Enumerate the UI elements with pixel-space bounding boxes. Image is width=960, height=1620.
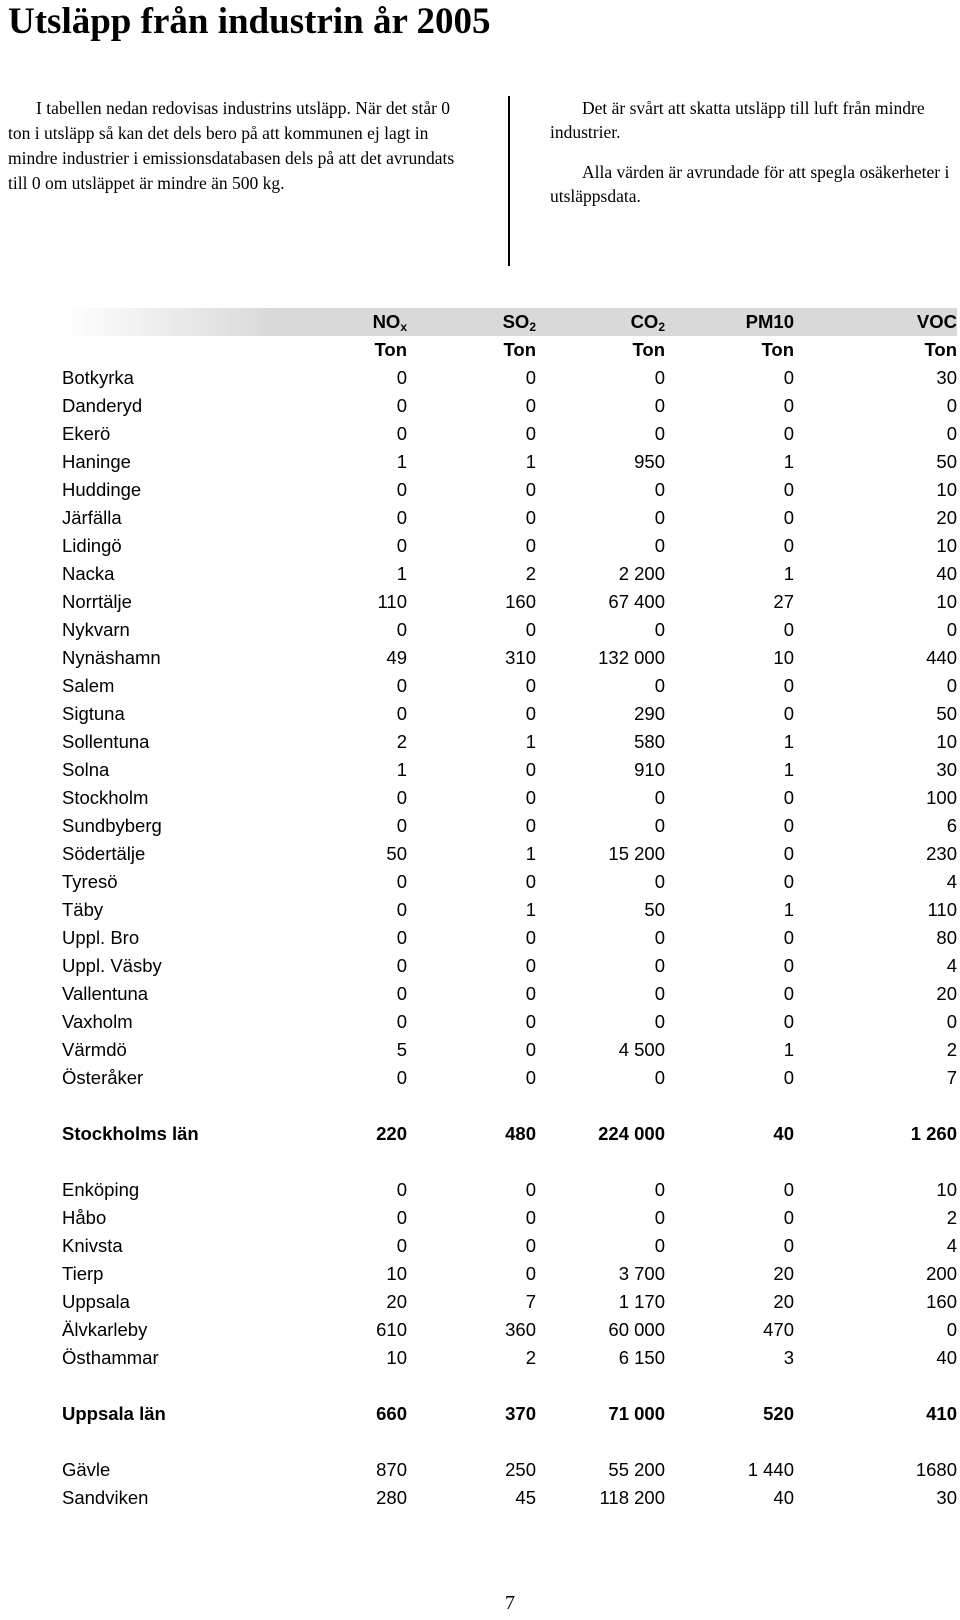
table-row <box>62 392 957 420</box>
emission-value: 0 <box>525 395 536 416</box>
emission-value: 30 <box>936 1487 957 1508</box>
emission-value: 160 <box>505 591 536 612</box>
emission-value: 224 000 <box>598 1123 665 1144</box>
table-row <box>62 1316 957 1344</box>
emission-value: 2 <box>396 731 407 752</box>
emission-value: 10 <box>936 535 957 556</box>
emission-value: 40 <box>936 1347 957 1368</box>
emission-value: 50 <box>936 451 957 472</box>
emission-value: 6 150 <box>618 1347 665 1368</box>
table-row <box>62 980 957 1008</box>
emission-value: 0 <box>525 927 536 948</box>
emission-value: 0 <box>783 1207 794 1228</box>
emission-value: 50 <box>936 703 957 724</box>
spacer-cell <box>62 1092 957 1120</box>
emission-value: 0 <box>654 1235 665 1256</box>
table-header <box>62 308 957 364</box>
spacer-cell <box>62 1428 957 1456</box>
municipality-name: Tyresö <box>62 871 118 892</box>
municipality-name: Nykvarn <box>62 619 130 640</box>
emission-value: 40 <box>773 1123 794 1144</box>
emission-value: 55 200 <box>608 1459 665 1480</box>
emission-value: 0 <box>654 395 665 416</box>
emission-value: 0 <box>396 1011 407 1032</box>
table-row <box>62 532 957 560</box>
emission-value: 50 <box>386 843 407 864</box>
emission-value: 160 <box>926 1291 957 1312</box>
emission-value: 0 <box>946 395 957 416</box>
table-row <box>62 840 957 868</box>
table-row <box>62 1064 957 1092</box>
header-blank <box>62 308 272 336</box>
spacer-row <box>62 1372 957 1400</box>
emission-value: 71 000 <box>608 1403 665 1424</box>
emission-value: 1 <box>525 899 536 920</box>
municipality-name: Värmdö <box>62 1039 127 1060</box>
municipality-name: Älvkarleby <box>62 1319 148 1340</box>
table-row <box>62 728 957 756</box>
emission-value: 20 <box>936 983 957 1004</box>
emission-value: 0 <box>525 1263 536 1284</box>
emission-value: 0 <box>783 619 794 640</box>
emission-value: 950 <box>634 451 665 472</box>
table-row <box>62 1484 957 1512</box>
emission-value: 0 <box>525 1179 536 1200</box>
emission-value: 370 <box>505 1403 536 1424</box>
intro-left-paragraph: I tabellen nedan redovisas industrins utsläpp. När det står 0 ton i utsläpp så kan det dels bero på att kommunen ej lagt in mindre industrier i emissionsdatabasen dels på att det avrundats till 0 om utsläppet är mindre än 500 kg. <box>8 98 455 193</box>
header-pm10: PM10 <box>665 308 794 336</box>
emission-value: 0 <box>525 759 536 780</box>
emission-value: 0 <box>525 1207 536 1228</box>
header-row-units <box>62 336 957 364</box>
municipality-name: Sundbyberg <box>62 815 162 836</box>
emission-value: 0 <box>396 423 407 444</box>
municipality-name: Sandviken <box>62 1487 149 1508</box>
emission-value: 0 <box>654 927 665 948</box>
emission-value: 20 <box>773 1291 794 1312</box>
unit-blank <box>62 336 272 364</box>
emission-value: 10 <box>936 591 957 612</box>
emission-value: 20 <box>386 1291 407 1312</box>
table-row <box>62 448 957 476</box>
emission-value: 45 <box>515 1487 536 1508</box>
emission-value: 0 <box>396 899 407 920</box>
emission-value: 49 <box>386 647 407 668</box>
emission-value: 1 <box>783 1039 794 1060</box>
emission-value: 230 <box>926 843 957 864</box>
emission-value: 0 <box>396 927 407 948</box>
emissions-table <box>62 308 957 1512</box>
table-row <box>62 560 957 588</box>
vertical-divider <box>508 96 510 266</box>
emission-value: 0 <box>396 619 407 640</box>
emission-value: 0 <box>525 367 536 388</box>
emission-value: 410 <box>926 1403 957 1424</box>
emission-value: 3 700 <box>618 1263 665 1284</box>
emission-value: 1 <box>783 451 794 472</box>
emission-value: 0 <box>783 479 794 500</box>
emission-value: 0 <box>525 507 536 528</box>
emission-value: 0 <box>396 535 407 556</box>
table-row <box>62 1008 957 1036</box>
emission-value: 0 <box>654 423 665 444</box>
emission-value: 1 <box>783 731 794 752</box>
municipality-name: Stockholm <box>62 787 149 808</box>
table-row <box>62 784 957 812</box>
total-row-stockholm <box>62 1120 957 1148</box>
header-co2: $CO_2$ <box>536 308 665 336</box>
emission-value: 0 <box>783 1067 794 1088</box>
municipality-name: Haninge <box>62 451 131 472</box>
emission-value: 10 <box>773 647 794 668</box>
emission-value: 5 <box>396 1039 407 1060</box>
table-row <box>62 672 957 700</box>
emission-value: 870 <box>376 1459 407 1480</box>
emission-value: 520 <box>763 1403 794 1424</box>
table-row <box>62 924 957 952</box>
emission-value: 0 <box>783 675 794 696</box>
emission-value: 30 <box>936 759 957 780</box>
spacer-row <box>62 1428 957 1456</box>
emission-value: 0 <box>525 535 536 556</box>
emission-value: 0 <box>946 675 957 696</box>
intro-right-text <box>550 96 960 224</box>
table-row <box>62 812 957 840</box>
emission-value: 0 <box>525 479 536 500</box>
emission-value: 0 <box>525 871 536 892</box>
municipality-name: Nacka <box>62 563 115 584</box>
municipality-name: Uppl. Väsby <box>62 955 162 976</box>
municipality-name: Uppsala län <box>62 1403 166 1424</box>
municipality-name: Nynäshamn <box>62 647 161 668</box>
emission-value: 0 <box>525 983 536 1004</box>
emission-value: 1 260 <box>910 1123 957 1144</box>
table-body <box>62 364 957 1512</box>
emission-value: 0 <box>783 955 794 976</box>
emission-value: 0 <box>396 367 407 388</box>
emission-value: 4 <box>946 955 957 976</box>
emission-value: 0 <box>396 955 407 976</box>
emission-value: 0 <box>783 983 794 1004</box>
emission-value: 4 500 <box>618 1039 665 1060</box>
emission-value: 100 <box>926 787 957 808</box>
table-row <box>62 700 957 728</box>
emission-value: 7 <box>946 1067 957 1088</box>
emission-value: 118 200 <box>599 1487 665 1508</box>
emission-value: 0 <box>654 507 665 528</box>
emission-value: 0 <box>783 787 794 808</box>
emission-value: 440 <box>926 647 957 668</box>
municipality-name: Sigtuna <box>62 703 125 724</box>
municipality-name: Södertälje <box>62 843 146 864</box>
emission-value: 110 <box>927 899 957 920</box>
emission-value: 0 <box>783 1179 794 1200</box>
emission-value: 40 <box>936 563 957 584</box>
municipality-name: Huddinge <box>62 479 142 500</box>
emission-value: 1 <box>396 759 407 780</box>
table-row <box>62 1204 957 1232</box>
emission-value: 0 <box>396 1067 407 1088</box>
emission-value: 0 <box>783 395 794 416</box>
unit-label: Ton <box>374 339 407 360</box>
table-row <box>62 644 957 672</box>
municipality-name: Vaxholm <box>62 1011 133 1032</box>
emission-value: 610 <box>376 1319 407 1340</box>
table-row <box>62 1176 957 1204</box>
emission-value: 67 400 <box>608 591 665 612</box>
table-row <box>62 756 957 784</box>
emission-value: 0 <box>396 675 407 696</box>
emission-value: 0 <box>654 983 665 1004</box>
emission-value: 10 <box>936 731 957 752</box>
spacer-row <box>62 1092 957 1120</box>
table-row <box>62 952 957 980</box>
emission-value: 0 <box>396 1235 407 1256</box>
emission-value: 0 <box>654 871 665 892</box>
emission-value: 3 <box>783 1347 794 1368</box>
emission-value: 0 <box>525 815 536 836</box>
emission-value: 30 <box>936 367 957 388</box>
emission-value: 60 000 <box>608 1319 665 1340</box>
emission-value: 0 <box>525 1067 536 1088</box>
table-row <box>62 476 957 504</box>
municipality-name: Enköping <box>62 1179 140 1200</box>
municipality-name: Uppl. Bro <box>62 927 140 948</box>
municipality-name: Danderyd <box>62 395 143 416</box>
emission-value: 10 <box>936 479 957 500</box>
municipality-name: Östhammar <box>62 1347 159 1368</box>
page-title: Utsläpp från industrin år 2005 <box>8 1 491 42</box>
emission-value: 220 <box>376 1123 407 1144</box>
municipality-name: Gävle <box>62 1459 111 1480</box>
emission-value: 1 <box>783 899 794 920</box>
emission-value: 10 <box>386 1263 407 1284</box>
emission-value: 0 <box>396 1179 407 1200</box>
spacer-row <box>62 1148 957 1176</box>
emission-value: 0 <box>525 1235 536 1256</box>
municipality-name: Salem <box>62 675 115 696</box>
emission-value: 290 <box>634 703 665 724</box>
emission-value: 0 <box>783 1235 794 1256</box>
emission-value: 0 <box>783 367 794 388</box>
emission-value: 1 <box>525 451 536 472</box>
table-row <box>62 1456 957 1484</box>
municipality-name: Botkyrka <box>62 367 134 388</box>
municipality-name: Täby <box>62 899 104 920</box>
emission-value: 1680 <box>915 1459 957 1480</box>
emission-value: 0 <box>654 1207 665 1228</box>
emission-value: 250 <box>505 1459 536 1480</box>
emission-value: 0 <box>654 619 665 640</box>
emission-value: 1 <box>783 759 794 780</box>
table-row <box>62 616 957 644</box>
emission-value: 20 <box>936 507 957 528</box>
emission-value: 0 <box>525 1039 536 1060</box>
emission-value: 0 <box>783 507 794 528</box>
intro-right-paragraph-1: Det är svårt att skatta utsläpp till luft från mindre industrier. <box>550 98 925 142</box>
table-row <box>62 1288 957 1316</box>
emission-value: 0 <box>783 871 794 892</box>
emission-value: 0 <box>783 815 794 836</box>
table-row <box>62 1036 957 1064</box>
emission-value: 0 <box>396 815 407 836</box>
municipality-name: Lidingö <box>62 535 122 556</box>
emission-value: 0 <box>654 535 665 556</box>
emission-value: 0 <box>946 1319 957 1340</box>
table-row <box>62 364 957 392</box>
emission-value: 2 <box>946 1207 957 1228</box>
table-row <box>62 420 957 448</box>
emission-value: 0 <box>783 927 794 948</box>
municipality-name: Solna <box>62 759 110 780</box>
emission-value: 0 <box>396 871 407 892</box>
emission-value: 360 <box>505 1319 536 1340</box>
municipality-name: Järfälla <box>62 507 122 528</box>
emission-value: 15 200 <box>608 843 665 864</box>
emission-value: 0 <box>396 787 407 808</box>
table-row <box>62 588 957 616</box>
emission-value: 0 <box>396 1207 407 1228</box>
emission-value: 1 <box>525 843 536 864</box>
emission-value: 580 <box>634 731 665 752</box>
header-row-pollutants <box>62 308 957 336</box>
emission-value: 0 <box>654 1179 665 1200</box>
municipality-name: Norrtälje <box>62 591 132 612</box>
table-row <box>62 868 957 896</box>
emission-value: 2 <box>946 1039 957 1060</box>
emission-value: 0 <box>525 787 536 808</box>
emission-value: 27 <box>773 591 794 612</box>
emission-value: 0 <box>525 703 536 724</box>
table-row <box>62 1344 957 1372</box>
municipality-name: Knivsta <box>62 1235 123 1256</box>
emission-value: 310 <box>505 647 536 668</box>
emission-value: 0 <box>783 843 794 864</box>
emission-value: 50 <box>644 899 665 920</box>
emission-value: 0 <box>654 787 665 808</box>
emission-value: 0 <box>654 955 665 976</box>
unit-label: Ton <box>924 339 957 360</box>
emission-value: 2 <box>525 563 536 584</box>
emission-value: 0 <box>396 703 407 724</box>
emission-value: 0 <box>783 535 794 556</box>
municipality-name: Uppsala <box>62 1291 130 1312</box>
municipality-name: Stockholms län <box>62 1123 199 1144</box>
emission-value: 0 <box>396 395 407 416</box>
emission-value: 1 <box>525 731 536 752</box>
emission-value: 470 <box>763 1319 794 1340</box>
municipality-name: Ekerö <box>62 423 111 444</box>
emission-value: 280 <box>376 1487 407 1508</box>
intro-right-paragraph-2: Alla värden är avrundade för att spegla osäkerheter i utsläppsdata. <box>550 162 950 206</box>
municipality-name: Vallentuna <box>62 983 149 1004</box>
emission-value: 0 <box>525 423 536 444</box>
header-nox: $NO_x$ <box>272 308 407 336</box>
emission-value: 40 <box>773 1487 794 1508</box>
emission-value: 0 <box>946 619 957 640</box>
emission-value: 1 <box>396 563 407 584</box>
emission-value: 0 <box>946 423 957 444</box>
emission-value: 2 200 <box>618 563 665 584</box>
emission-value: 10 <box>936 1179 957 1200</box>
emission-value: 0 <box>783 1011 794 1032</box>
emission-value: 6 <box>946 815 957 836</box>
emission-value: 910 <box>634 759 665 780</box>
emission-value: 0 <box>396 507 407 528</box>
emission-value: 480 <box>505 1123 536 1144</box>
emission-value: 0 <box>525 675 536 696</box>
emission-value: 660 <box>376 1403 407 1424</box>
emission-value: 1 <box>396 451 407 472</box>
emission-value: 10 <box>386 1347 407 1368</box>
unit-label: Ton <box>503 339 536 360</box>
header-voc: VOC <box>794 308 957 336</box>
spacer-cell <box>62 1372 957 1400</box>
emission-value: 0 <box>654 815 665 836</box>
municipality-name: Österåker <box>62 1067 144 1088</box>
emission-value: 1 440 <box>747 1459 794 1480</box>
emission-value: 4 <box>946 1235 957 1256</box>
emission-value: 110 <box>377 591 407 612</box>
emission-value: 20 <box>773 1263 794 1284</box>
emission-value: 0 <box>654 675 665 696</box>
emission-value: 0 <box>525 955 536 976</box>
table-row <box>62 1260 957 1288</box>
emission-value: 0 <box>783 423 794 444</box>
table-row <box>62 896 957 924</box>
emission-value: 0 <box>783 703 794 724</box>
emission-value: 0 <box>525 619 536 640</box>
emission-value: 2 <box>525 1347 536 1368</box>
unit-label: Ton <box>632 339 665 360</box>
intro-left-text <box>8 96 460 196</box>
unit-label: Ton <box>761 339 794 360</box>
municipality-name: Sollentuna <box>62 731 150 752</box>
total-row-uppsala <box>62 1400 957 1428</box>
emission-value: 0 <box>654 1011 665 1032</box>
emission-value: 0 <box>946 1011 957 1032</box>
municipality-name: Håbo <box>62 1207 107 1228</box>
spacer-cell <box>62 1148 957 1176</box>
emission-value: 0 <box>654 367 665 388</box>
emission-value: 4 <box>946 871 957 892</box>
emission-value: 7 <box>525 1291 536 1312</box>
emission-value: 132 000 <box>598 647 665 668</box>
emission-value: 1 <box>783 563 794 584</box>
header-so2: $SO_2$ <box>407 308 536 336</box>
emission-value: 0 <box>654 479 665 500</box>
emission-value: 1 170 <box>618 1291 665 1312</box>
municipality-name: Tierp <box>62 1263 104 1284</box>
table-row <box>62 504 957 532</box>
page-number: 7 <box>505 1592 515 1614</box>
table-row <box>62 1232 957 1260</box>
emission-value: 0 <box>525 1011 536 1032</box>
emission-value: 200 <box>926 1263 957 1284</box>
emission-value: 0 <box>654 1067 665 1088</box>
emission-value: 0 <box>396 983 407 1004</box>
emission-value: 80 <box>936 927 957 948</box>
emission-value: 0 <box>396 479 407 500</box>
